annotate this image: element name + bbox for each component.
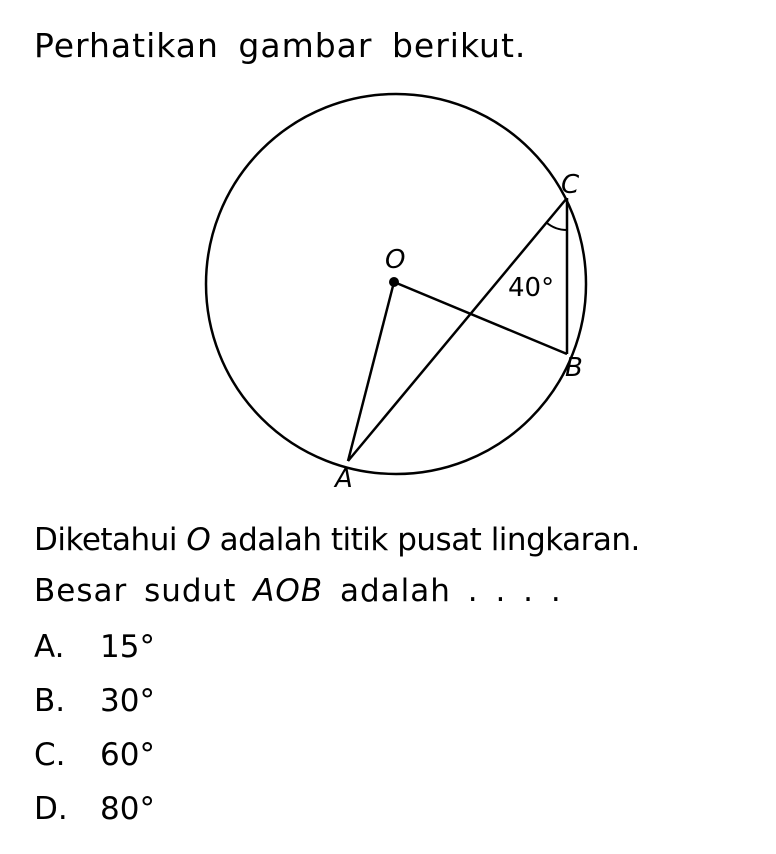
statement-before: Diketahui xyxy=(34,522,187,558)
label-A: A xyxy=(335,464,353,494)
option-value: 15° xyxy=(100,629,155,665)
option-letter: C. xyxy=(34,737,66,773)
question-angle: AOB xyxy=(253,573,324,609)
question-before: Besar sudut xyxy=(34,573,254,609)
option-c[interactable] xyxy=(34,728,155,782)
statement-after: adalah titik pusat lingkaran. xyxy=(210,522,640,558)
option-letter: D. xyxy=(34,791,68,827)
option-letter: B. xyxy=(34,683,66,719)
option-a[interactable] xyxy=(34,620,155,674)
option-letter: A. xyxy=(34,629,65,665)
option-value: 80° xyxy=(100,791,155,827)
label-C: C xyxy=(561,170,580,200)
intro-text: Perhatikan gambar berikut. xyxy=(34,26,527,65)
question xyxy=(34,573,562,609)
option-value: 60° xyxy=(100,737,155,773)
question-after: adalah . . . . xyxy=(323,573,562,609)
angle-arc-C xyxy=(547,223,568,230)
center-dot xyxy=(389,277,399,287)
label-O: O xyxy=(385,245,406,275)
angle-label: 40° xyxy=(508,273,555,303)
statement xyxy=(34,522,640,558)
statement-point: O xyxy=(186,522,211,558)
label-B: B xyxy=(565,353,583,383)
option-d[interactable] xyxy=(34,782,155,836)
option-b[interactable] xyxy=(34,674,155,728)
answer-options xyxy=(34,620,155,836)
option-value: 30° xyxy=(100,683,155,719)
